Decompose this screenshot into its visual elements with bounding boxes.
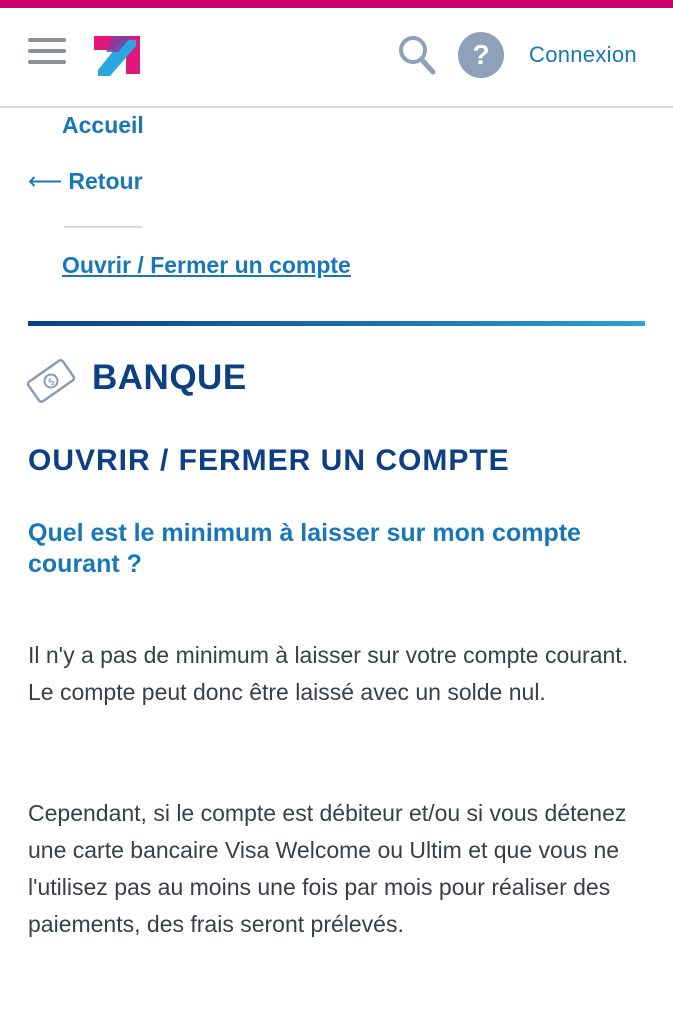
back-arrow-icon: ⟵: [28, 168, 63, 195]
breadcrumb-home-link[interactable]: Accueil: [62, 112, 144, 138]
help-button[interactable]: [458, 32, 504, 78]
faq-question: Quel est le minimum à laisser sur mon compte courant ?: [28, 519, 581, 578]
banknote-icon: [26, 356, 76, 406]
breadcrumb-current-link[interactable]: Ouvrir / Fermer un compte: [62, 252, 351, 278]
back-link[interactable]: [28, 167, 143, 196]
section-divider: [28, 321, 645, 326]
help-icon: ?: [472, 39, 490, 70]
svg-text:$: $: [46, 375, 58, 389]
category-title: BANQUE: [92, 358, 247, 397]
header: [0, 8, 673, 108]
back-link-label: Retour: [68, 168, 143, 194]
login-link[interactable]: Connexion: [529, 42, 637, 67]
breadcrumb-divider: [64, 226, 142, 228]
faq-answer-paragraph-1: Il n'y a pas de minimum à laisser sur votre compte courant. Le compte peut donc être laissé avec un solde nul.: [28, 642, 629, 705]
brand-logo-icon[interactable]: [92, 30, 142, 80]
faq-answer-paragraph-2: Cependant, si le compte est débiteur et/ou si vous détenez une carte bancaire Visa Welcome ou Ultim et que vous ne l'utilisez pas au moins une fois par mois pour réaliser des paiements, des frais seront prélevés.: [28, 800, 627, 937]
topic-title: OUVRIR / FERMER UN COMPTE: [28, 444, 510, 477]
hamburger-menu-icon[interactable]: [28, 38, 66, 66]
top-accent-bar: [0, 0, 673, 8]
search-icon[interactable]: [397, 34, 437, 76]
